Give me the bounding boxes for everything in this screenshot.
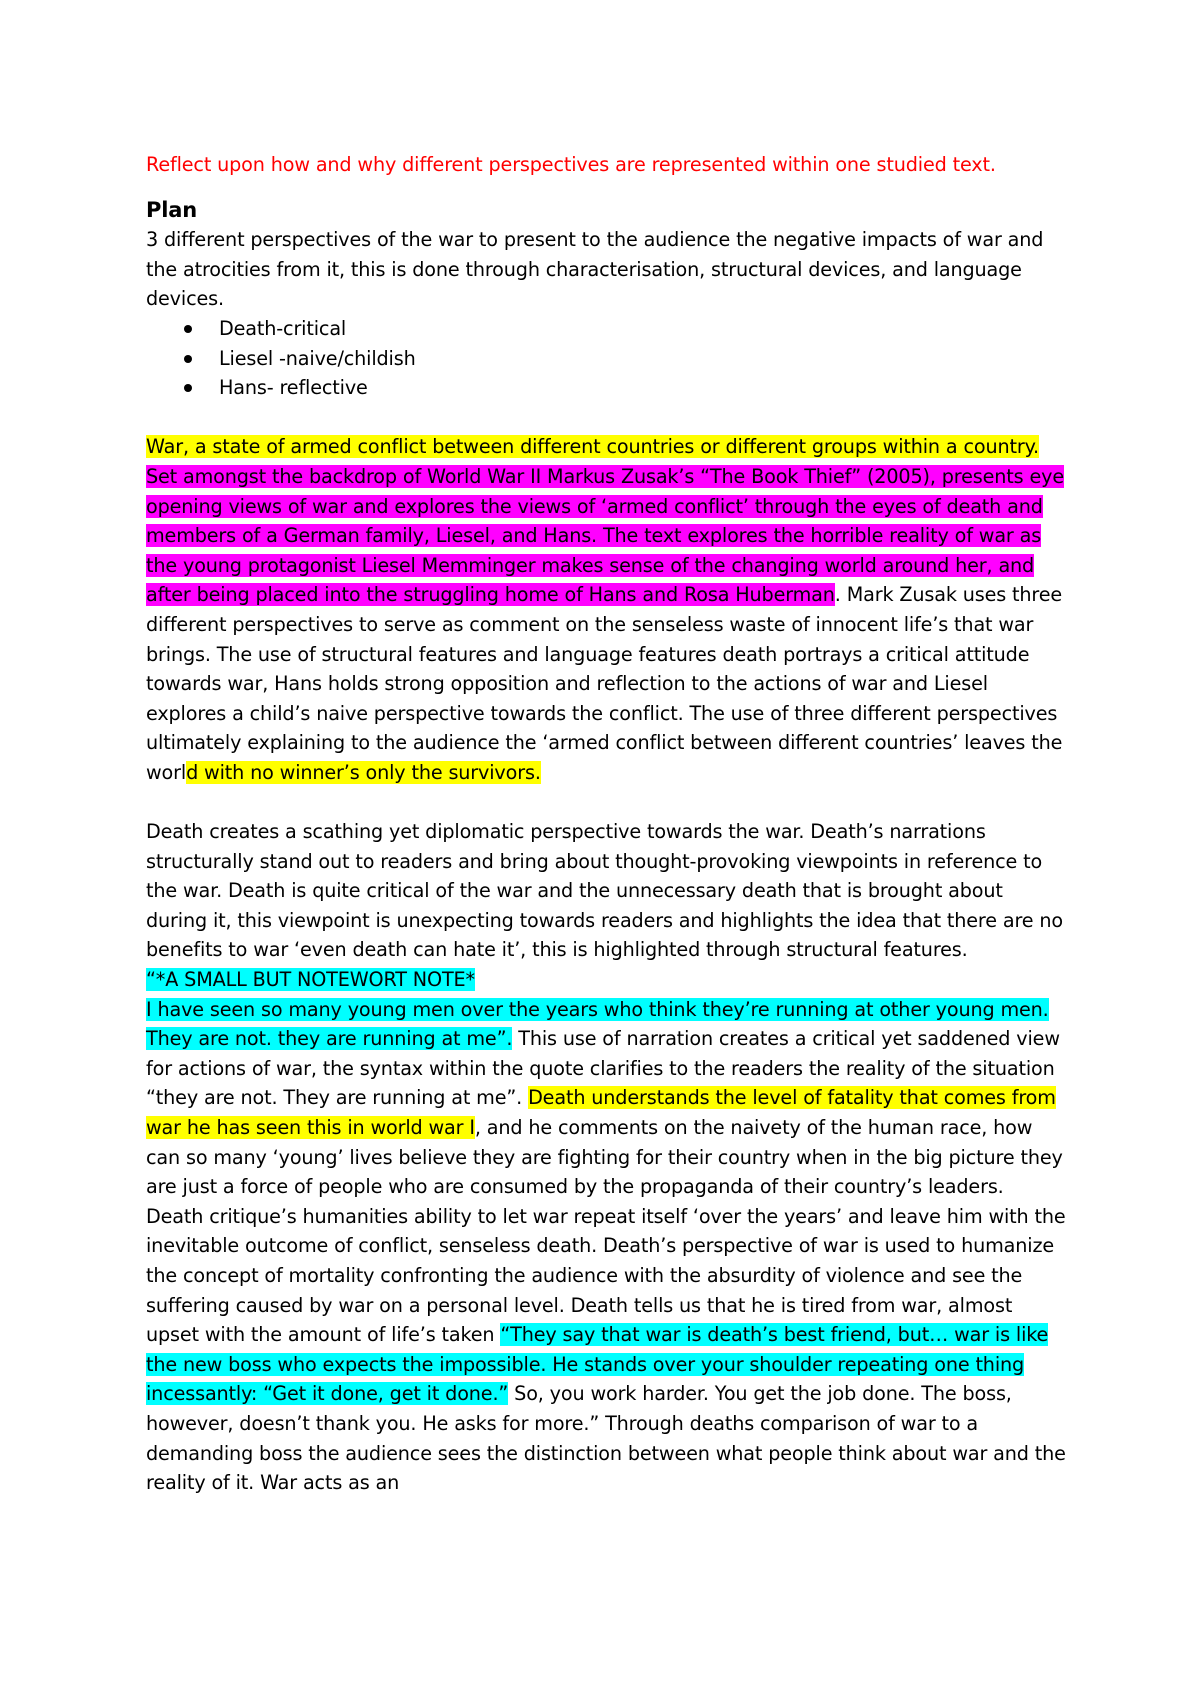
plan-heading: Plan [146,197,198,222]
paragraph-gap [146,787,1066,817]
plan-bullet-hans: Hans- reflective [146,373,1066,403]
death-quote-heading-highlight: “*A SMALL BUT NOTEWORT NOTE* [146,968,475,992]
death-fatality-highlight: Death understands the level of fatality that comes from war he has seen this in world war I [146,1086,1056,1139]
plan-bullet-death: Death-critical [146,314,1066,344]
intro-context-highlight: Set amongst the backdrop of World War II Markus Zusak’s “The Book Thief” (2005), presents eye opening views of war and explores the views of ‘armed conflict’ through the eyes of death and members of a German family, Liesel, and Hans. The text explores the horrible reality of war as the young protagonist Liesel Memminger makes sense of the changing world around her, and after being placed into the struggling home of Hans and Rosa Huberman [146,464,1064,607]
intro-conclusion-highlight: d with no winner’s only the survivors. [186,760,541,784]
death-topic-text: Death creates a scathing yet diplomatic perspective towards the war. Death’s narrations structurally stand out to readers and bring about thought-provoking viewpoints in reference to the war. Death is quite critical of the war and the unnecessary death that is brought about during it, this viewpoint is unexpecting towards readers and highlights the idea that there are no benefits to war ‘even death can hate it’, this is highlighted through structural features. [146,820,1063,962]
plan-bullet-list [146,314,1066,403]
death-closing-text: So, you work harder. You get the job done. The boss, however, doesn’t thank you. He asks for more.” Through deaths comparison of war to a demanding boss the audience sees the distinction between what people think about war and the reality of it. War acts as an [146,1382,1066,1495]
intro-definition-highlight: War, a state of armed conflict between different countries or different groups within a country. [146,435,1039,459]
plan-bullet-liesel: Liesel -naive/childish [146,344,1066,374]
death-boss-quote-highlight: “They say that war is death’s best friend, but… war is like the new boss who expects the impossible. He stands over your shoulder repeating one thing incessantly: “Get it done, get it done.” [146,1323,1049,1406]
death-naivety-text: , and he comments on the naivety of the human race, how can so many ‘young’ lives believe they are fighting for their country when in the big picture they are just a force of people who are consumed by the propaganda of their country’s leaders. Death critique’s humanities ability to let war repeat itself ‘over the years’ and leave him with the inevitable outcome of conflict, senseless death. Death’s perspective of war is used to humanize the concept of mortality confronting the audience with the absurdity of violence and see the suffering caused by war on a personal level. Death tells us that he is tired from war, almost upset with the amount of life’s taken [146,1116,1066,1347]
death-analysis-text: This use of narration creates a critical yet saddened view for actions of war, the syntax within the quote clarifies to the readers the reality of the situation “they are not. They are running at me”. [146,1027,1060,1110]
plan-intro: 3 different perspectives of the war to present to the audience the negative impacts of war and the atrocities from it, this is done through characterisation, structural devices, and language devices. [146,228,1044,311]
document-body [146,150,1066,1498]
intro-paragraph [146,432,1066,787]
paragraph-gap [146,403,1066,433]
death-paragraph [146,817,1066,1498]
intro-body-text: . Mark Zusak uses three different perspectives to serve as comment on the senseless waste of innocent life’s that war brings. The use of structural features and language features death portrays a critical attitude towards war, Hans holds strong opposition and reflection to the actions of war and Liesel explores a child’s naive perspective towards the conflict. The use of three different perspectives ultimately explaining to the audience the ‘armed conflict between different countries’ leaves the worl [146,583,1063,784]
essay-prompt: Reflect upon how and why different perspectives are represented within one studied text. [146,153,996,176]
death-quote-highlight: I have seen so many young men over the years who think they’re running at other young men. They are not. they are running at me”. [146,997,1049,1051]
